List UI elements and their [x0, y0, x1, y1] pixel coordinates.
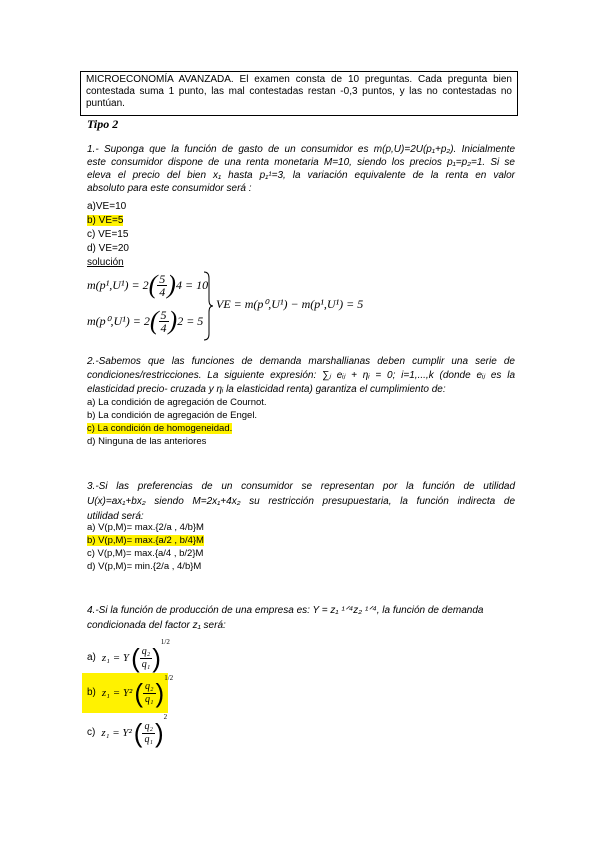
- q3-options: [87, 522, 204, 574]
- q4-option-b: b) z₁ = Y² ( $\frac{\text{q₂}}{\text{q₁}}$ ) 1/2: [87, 674, 174, 708]
- q1-brace: [202, 270, 214, 342]
- exam-type: Tipo 2: [87, 117, 119, 131]
- q1-equation-1: m(p¹,U¹) = 2 ( $\frac{5}{4}$ ) 4 = 10: [87, 270, 209, 299]
- q1-line-2: este consumidor dispone de una renta monetaria M=10, siendo los precios p₁=p₂=1. Si se: [87, 157, 515, 168]
- q3-line-2: U(x)=ax₁+bx₂ siendo M=2x₁+4x₂ su restricción presupuestaria, la función indirecta de: [87, 496, 515, 507]
- question-3: [87, 481, 515, 523]
- q1-options: [87, 201, 129, 271]
- q2-options: [87, 397, 267, 449]
- q2-line-3: elasticidad precio- cruzada y ηᵢ la elasticidad renta) garantiza el cumplimiento de:: [87, 384, 446, 395]
- q3-option-d: d) V(p,M)= min.{2/a , 4/b}M: [87, 561, 202, 572]
- q1-line-4: absoluto para este consumidor será :: [87, 183, 252, 194]
- exam-header-box: [80, 71, 518, 116]
- q4-option-a-label: a): [87, 652, 96, 663]
- q4-option-b-label: b): [87, 687, 96, 698]
- q1-option-d: d) VE=20: [87, 243, 129, 254]
- q1-ve-equation: VE = m(p⁰,U¹) − m(p¹,U¹) = 5: [216, 297, 364, 311]
- q4-line-2: condicionada del factor z₁ será:: [87, 620, 226, 631]
- q1-option-b: b) VE=5: [87, 215, 124, 226]
- q2-option-a: a) La condición de agregación de Cournot.: [87, 397, 267, 408]
- q1-equation-2: m(p⁰,U¹) = 2 ( $\frac{5}{4}$ ) 2 = 5: [87, 306, 204, 335]
- q1-solucion-label: solución: [87, 257, 124, 268]
- q4-option-c-label: c): [87, 727, 96, 738]
- q4-option-c: c) z₁ = Y² ( $\frac{\text{q₂}}{\text{q₁}}$ ) 2: [87, 713, 168, 748]
- q2-option-c: c) La condición de homogeneidad.: [87, 423, 233, 434]
- q2-line-2: condiciones/restricciones. La siguiente expresión: ∑ⱼ eᵢⱼ + ηᵢ = 0; i=1,...,k (donde eᵢⱼ es la: [87, 370, 515, 381]
- q1-line-3: eleva el precio del bien x₁ hasta p₁¹=3, la variación equivalente de la renta en valor: [87, 170, 515, 181]
- q3-option-b: b) V(p,M)= max.{a/2 , b/4}M: [87, 535, 204, 546]
- q2-option-b: b) La condición de agregación de Engel.: [87, 410, 258, 421]
- question-2: [87, 356, 515, 396]
- q1-option-c: c) VE=15: [87, 229, 129, 240]
- q3-option-a: a) V(p,M)= max.{2/a , 4/b}M: [87, 522, 204, 533]
- q3-option-c: c) V(p,M)= max.{a/4 , b/2}M: [87, 548, 204, 559]
- question-4: [87, 605, 515, 632]
- q1-line-1: 1.- Suponga que la función de gasto de un consumidor es m(p,U)=2U(p₁+p₂). Inicialmente: [87, 144, 515, 155]
- q3-line-1: 3.-Si las preferencias de un consumidor se representan por la función de utilidad: [87, 481, 515, 492]
- q2-line-1: 2.-Sabemos que las funciones de demanda marshallianas deben cumplir una serie de: [87, 356, 515, 367]
- q3-line-3: utilidad será:: [87, 511, 144, 522]
- exam-instructions: MICROECONOMÍA AVANZADA. El examen consta de 10 preguntas. Cada pregunta bien contestada suma 1 punto, las mal contestadas restan -0,3 puntos, y las no contestadas no puntúan.: [86, 74, 512, 109]
- q1-option-a: a)VE=10: [87, 201, 127, 212]
- q4-line-1: 4.-Si la función de producción de una empresa es: Y = z₁ ¹ᐟ⁴z₂ ¹ᐟ⁴, la función de demanda: [87, 605, 484, 616]
- q4-option-a: a) z₁ = Y ( $\frac{\text{q₂}}{\text{q₁}}$ ) 1/2: [87, 638, 170, 673]
- q2-option-d: d) Ninguna de las anteriores: [87, 436, 207, 447]
- question-1: [87, 144, 515, 195]
